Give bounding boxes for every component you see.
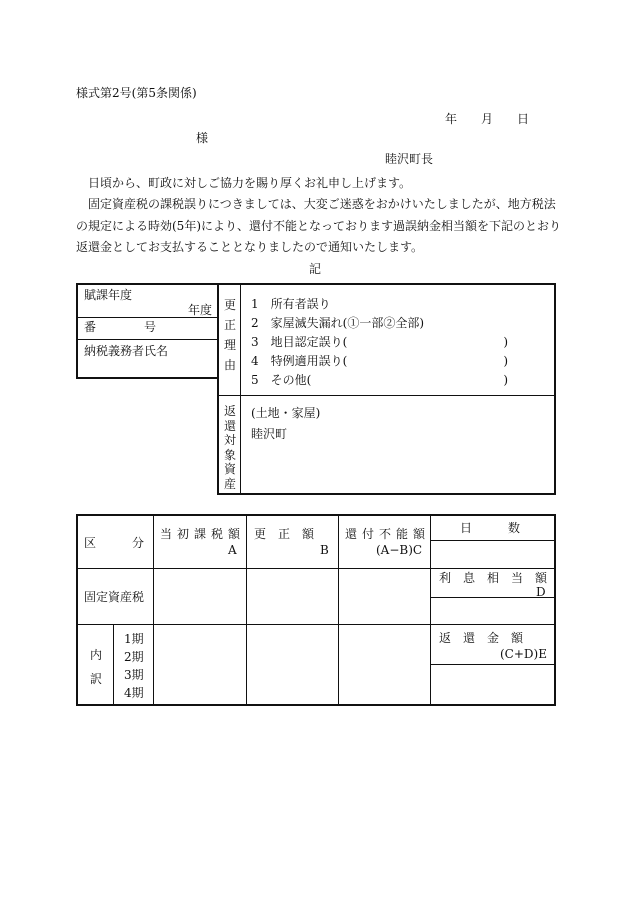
asset-location: 睦沢町: [251, 427, 288, 441]
reason-item-3: 3 地目認定誤り( ): [251, 335, 508, 349]
asset-header: 返還対象資産: [223, 404, 236, 491]
reason-header: 更正理由: [223, 298, 236, 372]
notice-paragraph: 固定資産税の課税誤りにつきましては、大変ご迷惑をおかけいたしましたが、地方税法の規定による時効(5年)により、還付不能となっております過誤納金相当額を下記のとおり返還金としてお支払することとなりましたので通知いたします。: [76, 197, 562, 254]
period-1: 1期: [124, 632, 144, 646]
issuer-name: 睦沢町長: [385, 152, 434, 166]
revised-amount-header: 更 正 額: [254, 527, 315, 541]
form-number: 様式第2号(第5条関係): [76, 86, 197, 100]
non-refundable-header: 還付不能額: [345, 527, 431, 541]
reason-item-5: 5 その他( ): [251, 373, 508, 387]
initial-tax-sub: A: [228, 543, 237, 557]
reason-item-2: 2 家屋滅失漏れ(①一部②全部): [251, 316, 424, 330]
period-2: 2期: [124, 650, 144, 664]
greeting-text: 日頃から、町政に対しご協力を賜り厚くお礼申し上げます。: [88, 176, 412, 190]
kubun-header: 区 分: [84, 536, 145, 550]
interest-header: 利 息 相 当 額: [439, 571, 548, 585]
breakdown-label: 内訳: [89, 648, 102, 686]
fiscal-year-label: 賦課年度: [84, 288, 133, 302]
reason-item-1: 1 所有者誤り: [251, 297, 331, 311]
period-3: 3期: [124, 668, 144, 682]
reason-item-4: 4 特例適用誤り( ): [251, 354, 508, 368]
initial-tax-header: 当初課税額: [160, 527, 246, 541]
days-header: 日 数: [460, 521, 521, 535]
fixed-asset-tax-label: 固定資産税: [84, 590, 145, 604]
fiscal-year-unit: 年度: [188, 303, 213, 317]
refund-amount-sub: (C+D)E: [500, 647, 547, 661]
period-4: 4期: [124, 686, 144, 700]
date-line: 年 月 日: [445, 112, 530, 126]
refund-amount-header: 返 還 金 額: [439, 631, 524, 645]
revised-amount-sub: B: [320, 543, 329, 557]
non-refundable-sub: (A−B)C: [376, 543, 423, 557]
ki-heading: 記: [309, 262, 322, 276]
recipient-suffix: 様: [196, 131, 209, 145]
number-label: 番 号: [84, 320, 157, 334]
interest-sub: D: [536, 585, 546, 599]
asset-type: (土地・家屋): [251, 406, 321, 420]
taxpayer-name-label: 納税義務者氏名: [84, 344, 169, 358]
